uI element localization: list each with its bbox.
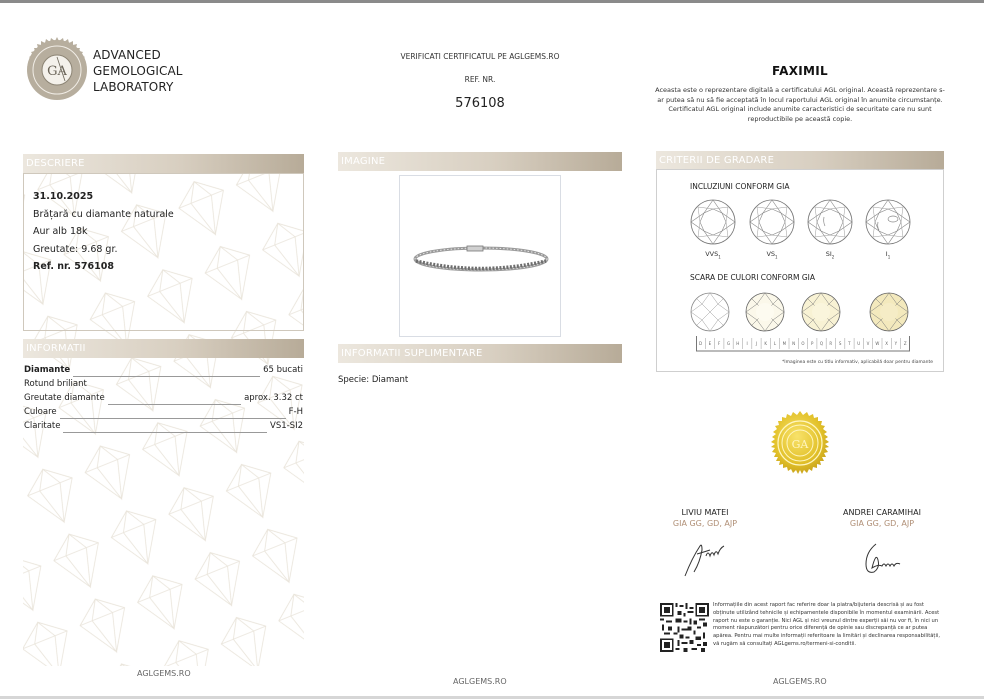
- info-value: 65 bucati: [263, 365, 303, 375]
- color-diamonds-icons: [688, 291, 938, 333]
- info-row-culoare: [24, 405, 303, 419]
- svg-text:U: U: [857, 341, 861, 346]
- section-header-descriere: DESCRIERE: [23, 154, 304, 173]
- grade-label-vs1: $VS_1$: [766, 250, 778, 260]
- metal-type: Aur alb 18k: [33, 226, 88, 237]
- lab-name-line-3: LABORATORY: [93, 80, 174, 94]
- svg-text:P: P: [810, 341, 814, 346]
- faximil-notice: [655, 64, 945, 124]
- disclaimer-text: Informațiile din acest raport fac referire doar la piatra/bijuteria descrisă și au fost obținute utilizând tehnicile și echipamentele disponibile în momentul examinării. Acest raport nu este o garanție. Nici AGL și nici vreunul dintre experții săi nu vor fi, în nici un moment răspunzători pentru orice diferență de opinie sau discrepanță ce ar putea apărea. Pentru mai multe informații referitoare la limitări și declinarea responsabilității, vă rugăm să consultați AGLgems.ro/termeni-si-conditii.: [713, 602, 940, 647]
- color-scale-title: SCARA DE CULORI CONFORM GIA: [690, 273, 815, 282]
- lab-name: [93, 47, 183, 95]
- footer-link-right[interactable]: AGLGEMS.RO: [773, 677, 827, 686]
- signer-2-title: GIA GG, GD, AJP: [849, 519, 915, 528]
- svg-text:G: G: [726, 341, 731, 346]
- qr-code-icon[interactable]: [660, 603, 709, 652]
- svg-text:Q: Q: [819, 341, 824, 346]
- agl-seal-logo-icon: [24, 37, 90, 103]
- info-label: Claritate: [24, 421, 61, 431]
- svg-text:J: J: [755, 341, 757, 346]
- signature-2-icon: [858, 538, 908, 580]
- faximil-title: FAXIMIL: [772, 64, 828, 78]
- inclusions-title: INCLUZIUNI CONFORM GIA: [690, 182, 790, 191]
- svg-text:Y: Y: [894, 341, 898, 346]
- svg-text:L: L: [773, 341, 777, 346]
- section-header-criterii: CRITERII DE GRADARE: [656, 151, 944, 170]
- lab-name-line-1: ADVANCED: [93, 48, 161, 62]
- grade-label-vvs1: $VVS_1$: [705, 250, 721, 260]
- color-scale-ruler: [696, 334, 910, 352]
- svg-text:T: T: [848, 341, 851, 346]
- inclusion-diamonds-icons: [688, 197, 938, 247]
- signer-2: [812, 508, 952, 528]
- info-label: Culoare: [24, 407, 57, 417]
- footer-link-center[interactable]: AGLGEMS.RO: [453, 677, 507, 686]
- section-header-imagine: IMAGINE: [338, 152, 622, 171]
- svg-text:V: V: [866, 341, 870, 346]
- grade-label-si2: $SI_2$: [825, 250, 835, 260]
- info-value: VS1-SI2: [270, 421, 303, 431]
- item-description: Brățară cu diamante naturale: [33, 208, 174, 220]
- signature-1-icon: [680, 538, 730, 580]
- info-label: Diamante: [24, 365, 71, 375]
- info-value: F-H: [288, 407, 303, 417]
- info-label: Greutate diamante: [24, 393, 105, 403]
- verify-text: VERIFICATI CERTIFICATUL PE AGLGEMS.RO: [400, 52, 560, 61]
- info-label: Rotund briliant: [24, 379, 87, 389]
- svg-text:Z: Z: [903, 341, 907, 346]
- item-weight: Greutate: 9.68 gr.: [33, 243, 118, 255]
- svg-text:D: D: [699, 341, 703, 346]
- info-row-diamante: [24, 363, 303, 377]
- section-header-suplimentare: INFORMATII SUPLIMENTARE: [338, 344, 622, 363]
- footer-link-left[interactable]: AGLGEMS.RO: [137, 669, 191, 678]
- signer-1-title: GIA GG, GD, AJP: [672, 519, 738, 528]
- section-header-informatii: INFORMATII: [23, 339, 304, 358]
- certificate-date: 31.10.2025: [33, 191, 94, 202]
- info-value: aprox. 3.32 ct: [244, 393, 303, 403]
- info-row-claritate: [24, 419, 303, 433]
- descriere-box: [23, 173, 304, 331]
- svg-text:S: S: [838, 341, 842, 346]
- dotted-leader: [60, 410, 286, 419]
- svg-text:R: R: [829, 341, 833, 346]
- svg-text:O: O: [801, 341, 805, 346]
- signer-1-name: LIVIU MATEI: [681, 508, 729, 517]
- specie-text: Specie: Diamant: [338, 375, 409, 385]
- faximil-text: Aceasta este o reprezentare digitală a certificatului AGL original. Această reprezentare s-ar putea să nu să fie acceptată în locul raportului AGL original în anumite circumstanțe. Certificatul AGL original include anumite caracteristici de securitate care nu sunt reproductibile pe această copie.: [655, 86, 945, 123]
- informatii-table: [24, 363, 303, 433]
- svg-text:E: E: [708, 341, 712, 346]
- svg-text:X: X: [885, 341, 888, 346]
- item-ref: Ref. nr. 576108: [33, 261, 114, 272]
- svg-text:I: I: [746, 341, 748, 346]
- svg-text:F: F: [718, 341, 721, 346]
- gold-seal-icon: [766, 411, 834, 479]
- color-scale-note: *Imaginea este cu titlu informativ, aplicabilă doar pentru diamante: [782, 360, 933, 365]
- lab-name-line-2: GEMOLOGICAL: [93, 64, 183, 78]
- ref-label: REF. NR.: [464, 75, 496, 84]
- dotted-leader: [63, 424, 267, 433]
- dotted-leader: [108, 396, 241, 405]
- info-row-greutate: [24, 391, 303, 405]
- svg-text:M: M: [782, 341, 787, 346]
- svg-text:W: W: [875, 341, 880, 346]
- top-border: [0, 0, 984, 3]
- grade-label-i1: $I_1$: [885, 250, 891, 260]
- dotted-leader: [73, 368, 260, 377]
- product-image-frame: [399, 175, 561, 337]
- signer-2-name: ANDREI CARAMIHAI: [842, 508, 921, 517]
- svg-text:K: K: [764, 341, 768, 346]
- svg-text:GA: GA: [47, 64, 67, 79]
- svg-text:H: H: [736, 341, 740, 346]
- reference-header: [340, 52, 620, 111]
- ref-number: 576108: [455, 96, 505, 111]
- svg-text:GA: GA: [791, 438, 809, 451]
- svg-text:N: N: [792, 341, 796, 346]
- info-row-cut: [24, 377, 303, 391]
- tennis-bracelet-icon: [400, 176, 560, 336]
- signer-1: [635, 508, 775, 528]
